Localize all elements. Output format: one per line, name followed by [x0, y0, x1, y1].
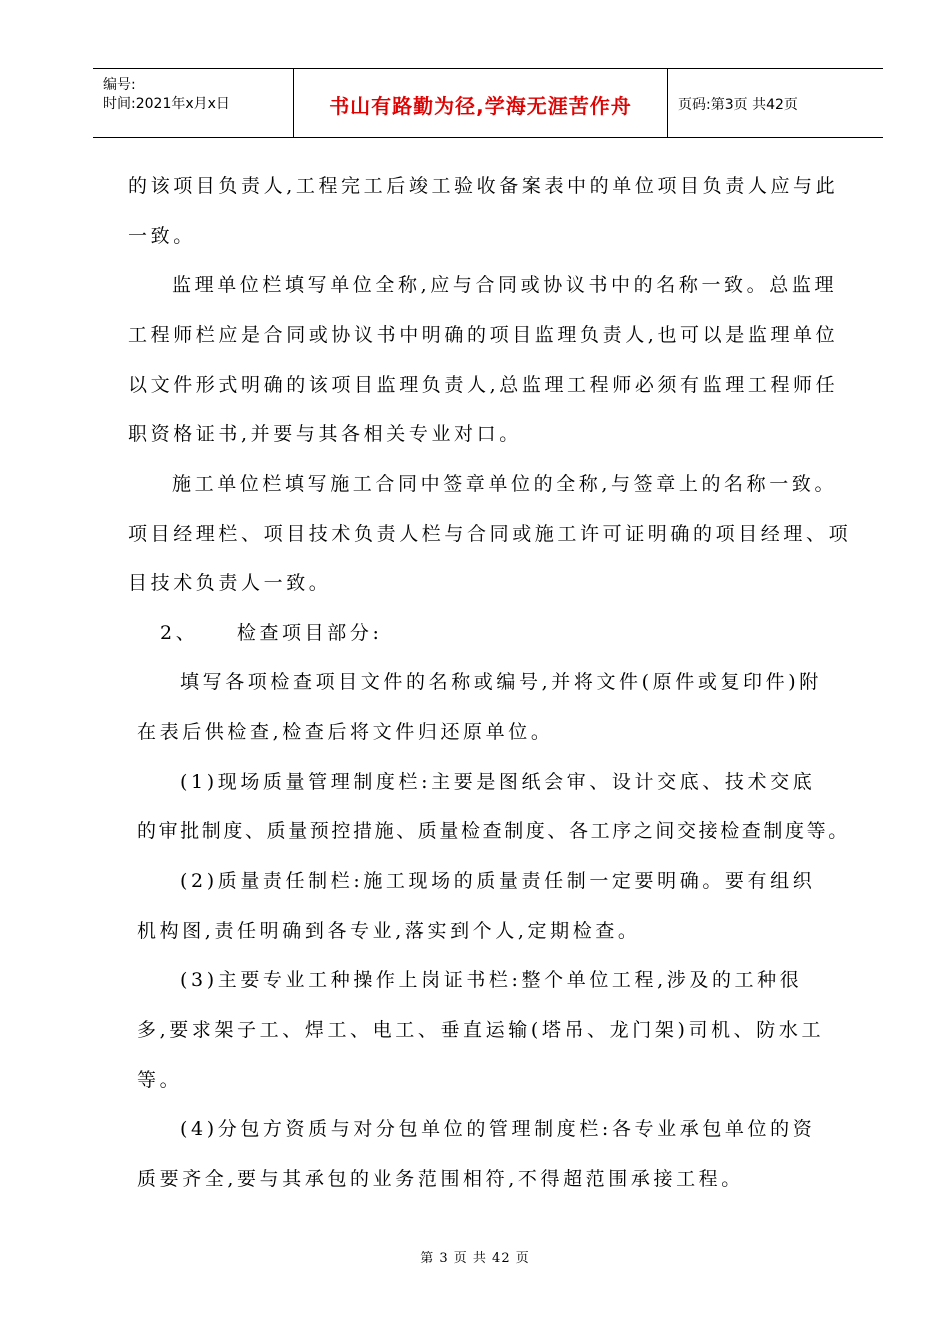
body-line: (2)质量责任制栏:施工现场的质量责任制一定要明确。要有组织: [180, 870, 816, 892]
body-line: 一致。: [128, 225, 196, 247]
body-line: 在表后供检查,检查后将文件归还原单位。: [137, 721, 554, 743]
body-line: (1)现场质量管理制度栏:主要是图纸会审、设计交底、技术交底: [180, 771, 816, 793]
header-motto-cell: [294, 69, 668, 137]
motto-text: 书山有路勤为径,学海无涯苦作舟: [329, 94, 632, 118]
section-heading: 2、 检查项目部分:: [160, 622, 383, 644]
page-footer: 第 3 页 共 42 页: [420, 1251, 530, 1266]
body-line: 等。: [137, 1069, 183, 1091]
body-line: 填写各项检查项目文件的名称或编号,并将文件(原件或复印件)附: [180, 671, 822, 693]
header-page-info: 页码:第3页 共42页: [678, 97, 798, 113]
body-line: 目技术负责人一致。: [128, 572, 332, 594]
body-line: 机构图,责任明确到各专业,落实到个人,定期检查。: [137, 920, 641, 942]
body-line: 质要齐全,要与其承包的业务范围相符,不得超范围承接工程。: [137, 1168, 744, 1190]
header-page-cell: [668, 69, 883, 137]
body-line: 项目经理栏、项目技术负责人栏与合同或施工许可证明确的项目经理、项: [128, 523, 852, 545]
header-meta-cell: [93, 69, 294, 137]
body-line: 施工单位栏填写施工合同中签章单位的全称,与签章上的名称一致。: [172, 473, 838, 495]
body-line: 工程师栏应是合同或协议书中明确的项目监理负责人,也可以是监理单位: [128, 324, 839, 346]
page-header: [93, 68, 883, 138]
body-line: 职资格证书,并要与其各相关专业对口。: [128, 423, 522, 445]
body-line: 监理单位栏填写单位全称,应与合同或协议书中的名称一致。总监理: [172, 274, 838, 296]
body-line: 以文件形式明确的该项目监理负责人,总监理工程师必须有监理工程师任: [128, 374, 839, 396]
document-time-label: 时间:2021年x月x日: [103, 96, 230, 112]
document-number-label: 编号:: [103, 77, 136, 93]
body-line: 的该项目负责人,工程完工后竣工验收备案表中的单位项目负责人应与此: [128, 175, 839, 197]
body-line: (3)主要专业工种操作上岗证书栏:整个单位工程,涉及的工种很: [180, 969, 803, 991]
body-line: 的审批制度、质量预控措施、质量检查制度、各工序之间交接检查制度等。: [137, 820, 850, 842]
body-line: (4)分包方资质与对分包单位的管理制度栏:各专业承包单位的资: [180, 1118, 816, 1140]
body-line: 多,要求架子工、焊工、电工、垂直运输(塔吊、龙门架)司机、防水工: [137, 1019, 825, 1041]
